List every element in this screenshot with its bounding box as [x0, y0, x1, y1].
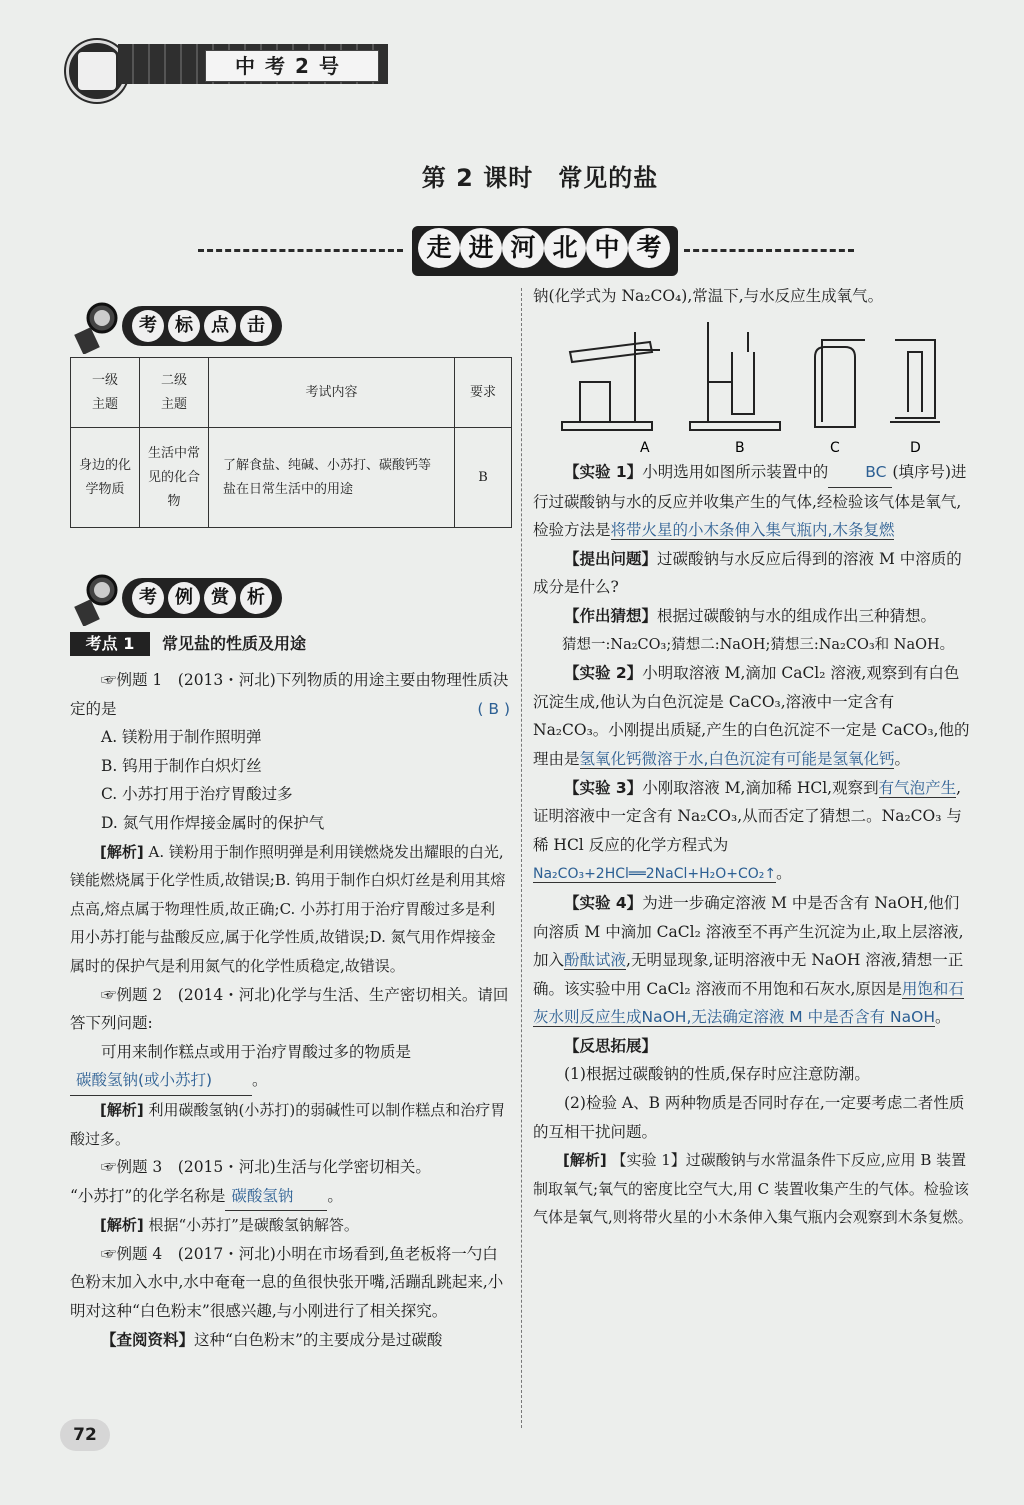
- table-cell: 了解食盐、纯碱、小苏打、碳酸钙等盐在日常生活中的用途: [209, 428, 455, 528]
- section-char: 击: [240, 310, 272, 342]
- example-3-analysis: [解析] 根据“小苏打”是碳酸氢钠解答。: [100, 1216, 359, 1235]
- example-1-answer: B: [488, 699, 500, 718]
- experiment-3-answer-a: 有气泡产生: [878, 778, 957, 797]
- example-3-answer: 碳酸氢钠: [225, 1182, 327, 1212]
- series-label: 中考2号: [205, 50, 379, 82]
- hypothesis: 【作出猜想】根据过碳酸钠与水的组成作出三种猜想。: [564, 606, 937, 625]
- magnifier-icon: [72, 570, 128, 626]
- table-header: 要求: [455, 358, 512, 428]
- alcohol-lamp: [580, 382, 610, 422]
- experiment-4-answer-b: 用饱和石灰水则反应生成NaOH,无法确定溶液 M 中是否含有 NaOH: [533, 979, 964, 1027]
- column-divider: [521, 288, 522, 1428]
- example-2-prompt: 可用来制作糕点或用于治疗胃酸过多的物质是: [101, 1042, 412, 1061]
- section-char: 考: [132, 310, 164, 342]
- left-column: [70, 666, 510, 1354]
- section-char: 析: [240, 582, 272, 614]
- banner-char: 进: [460, 228, 502, 268]
- hypotheses-list: 猜想一:Na₂CO₃;猜想二:NaOH;猜想三:Na₂CO₃和 NaOH。: [562, 636, 955, 653]
- table-header: 一级 主题: [71, 358, 140, 428]
- experiment-1-answer-b: 将带火星的小木条伸入集气瓶内,木条复燃: [610, 521, 895, 540]
- apparatus-label: A: [640, 440, 650, 456]
- example-1-option: B. 钨用于制作白炽灯丝: [101, 756, 262, 775]
- example-3-question: ☞例题 3 (2015・河北)生活与化学密切相关。: [101, 1158, 431, 1177]
- table-header: 二级 主题: [140, 358, 209, 428]
- example-2-answer: 碳酸氢钠(或小苏打): [70, 1066, 252, 1096]
- example-1-option: C. 小苏打用于治疗胃酸过多: [101, 785, 293, 804]
- material-continued: 钠(化学式为 Na₂CO₄),常温下,与水反应生成氧气。: [533, 287, 884, 305]
- question: 【提出问题】过碳酸钠与水反应后得到的溶液 M 中溶质的成分是什么?: [533, 549, 962, 597]
- experiment-3: 【实验 3】小刚取溶液 M,滴加稀 HCl,观察到有气泡产生,证明溶液中一定含有 Na₂CO₃,从而否定了猜想二。Na₂CO₃ 与稀 HCl 反应的化学方程式为Na₂CO₃+2HCl══2NaCl+H₂O+CO₂↑。: [533, 778, 962, 883]
- section-char: 标: [168, 310, 200, 342]
- banner-char: 走: [418, 228, 460, 268]
- banner-title: [418, 228, 670, 268]
- apparatus-a-base: [562, 422, 652, 430]
- example-2-analysis: [解析] 利用碳酸氢钠(小苏打)的弱碱性可以制作糕点和治疗胃酸过多。: [70, 1100, 506, 1148]
- example-2-answer-line: 碳酸氢钠(或小苏打) 。: [70, 1066, 510, 1096]
- right-column: [533, 458, 973, 1232]
- kaodian-title: 常见盐的性质及用途: [162, 634, 307, 653]
- banner-char: 河: [502, 228, 544, 268]
- reflection-2: (2)检验 A、B 两种物质是否同时存在,一定要考虑二者性质的互相干扰问题。: [533, 1094, 965, 1141]
- banner-dash-right: [684, 249, 854, 252]
- experiment-3-answer-b: Na₂CO₃+2HCl══2NaCl+H₂O+CO₂↑: [533, 866, 777, 883]
- magnifier-icon: [72, 298, 128, 354]
- reflection-1: (1)根据过碳酸钠的性质,保存时应注意防潮。: [564, 1065, 870, 1084]
- final-analysis: [解析] 【实验 1】过碳酸钠与水常温条件下反应,应用 B 装置制取氧气;氧气的密度比空气大,用 C 装置收集产生的气体。检验该气体是氧气,则将带火星的小木条伸入集气瓶内会观察到木条复燃。: [533, 1151, 973, 1227]
- table-header: 考试内容: [209, 358, 455, 428]
- section-char: 赏: [204, 582, 236, 614]
- example-2-question: ☞例题 2 (2014・河北)化学与生活、生产密切相关。请回答下列问题:: [70, 985, 509, 1033]
- example-3-prompt: “小苏打”的化学名称是 碳酸氢钠 。: [70, 1182, 510, 1212]
- example-4-material: 【查阅资料】这种“白色粉末”的主要成分是过碳酸: [101, 1330, 443, 1349]
- banner-char: 北: [544, 228, 586, 268]
- section-char: 考: [132, 582, 164, 614]
- example-1-question: ☞例题 1 (2013・河北)下列物质的用途主要由物理性质决定的是 ( B ): [70, 671, 510, 718]
- banner-dash-left: [198, 249, 403, 252]
- experiment-1: 【实验 1】小明选用如图所示装置中的 BC (填序号)进行过碳酸钠与水的反应并收集产生的气体,经检验该气体是氧气,检验方法是将带火星的小木条伸入集气瓶内,木条复燃: [533, 458, 973, 545]
- table-cell: 生活中常见的化合物: [140, 428, 209, 528]
- apparatus-b-base: [690, 422, 780, 430]
- example-1-option: D. 氮气用作焊接金属时的保护气: [101, 813, 325, 832]
- example-4-question: ☞例题 4 (2017・河北)小明在市场看到,鱼老板将一勺白色粉末加入水中,水中奄奄一息的鱼很快张开嘴,活蹦乱跳起来,小明对这种“白色粉末”很感兴趣,与小刚进行了相关探究。: [70, 1244, 504, 1321]
- experiment-2: 【实验 2】小明取溶液 M,滴加 CaCl₂ 溶液,观察到有白色沉淀生成,他认为白色沉淀是 CaCO₃,溶液中一定含有 Na₂CO₃。小刚提出质疑,产生的白色沉淀不一定是 CaCO₃,他的理由是氢氧化钙微溶于水,白色沉淀有可能是氢氧化钙。: [533, 664, 970, 768]
- section-heading-standards: [66, 298, 286, 354]
- apparatus-label: C: [830, 440, 840, 456]
- standards-table: [70, 357, 512, 528]
- experiment-1-answer-a: BC: [828, 458, 892, 488]
- section-char: 点: [204, 310, 236, 342]
- table-cell: B: [455, 428, 512, 528]
- experiment-4: 【实验 4】为进一步确定溶液 M 中是否含有 NaOH,他们向溶质 M 中滴加 CaCl₂ 溶液至不再产生沉淀为止,取上层溶液,加入酚酞试液,无明显现象,证明溶液中无 NaOH 溶液,猜想一正确。该实验中用 CaCl₂ 溶液而不用饱和石灰水,原因是用饱和石灰水则反应生成NaOH,无法确定溶液 M 中是否含有 NaOH。: [533, 893, 964, 1027]
- apparatus-label: B: [735, 440, 745, 456]
- section-heading-examples: [66, 570, 286, 626]
- banner-char: 中: [586, 228, 628, 268]
- kaodian-badge: 考点 1: [70, 632, 150, 656]
- section-char: 例: [168, 582, 200, 614]
- page-number: 72: [60, 1419, 110, 1451]
- reflection-heading: 【反思拓展】: [564, 1036, 658, 1055]
- apparatus-diagram: [560, 312, 960, 457]
- example-1-analysis: [解析] A. 镁粉用于制作照明弹是利用镁燃烧发出耀眼的白光,镁能燃烧属于化学性质,故错误;B. 钨用于制作白炽灯丝是利用其熔点高,熔点属于物理性质,故正确;C. 小苏打用于治疗胃酸过多是利用小苏打能与盐酸反应,属于化学性质,故错误;D. 氮气用作焊接金属时的保护气是利用氮气的化学性质稳定,故错误。: [70, 842, 506, 975]
- table-cell: 身边的化学物质: [71, 428, 140, 528]
- test-tube: [570, 342, 652, 362]
- experiment-4-answer-a: 酚酞试液: [564, 951, 627, 970]
- apparatus-label: D: [910, 440, 921, 456]
- lesson-title: 第 2 课时 常见的盐: [421, 164, 659, 192]
- banner-char: 考: [628, 228, 670, 268]
- example-1-option: A. 镁粉用于制作照明弹: [101, 728, 262, 747]
- experiment-2-answer: 氢氧化钙微溶于水,白色沉淀有可能是氢氧化钙: [579, 749, 895, 768]
